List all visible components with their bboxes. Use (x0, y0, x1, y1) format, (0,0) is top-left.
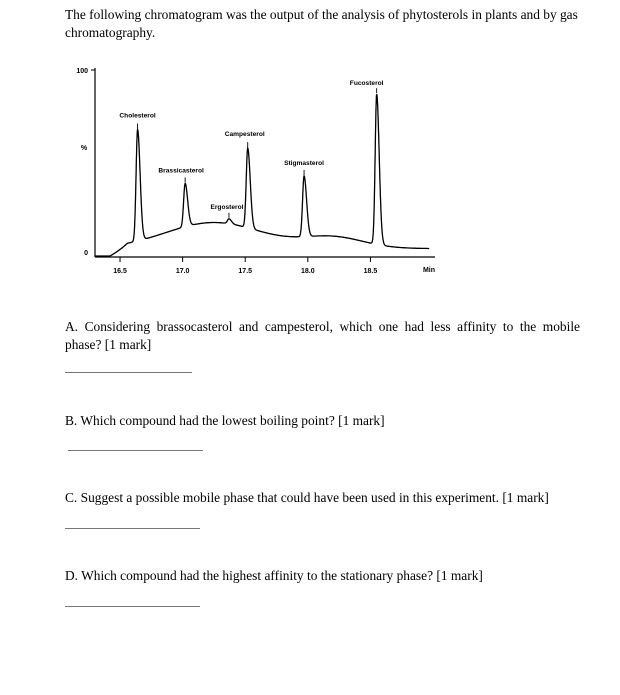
peak-label: Stigmasterol (284, 160, 325, 168)
answer-line-b[interactable] (68, 450, 203, 451)
peak-label: Brassicasterol (158, 167, 204, 175)
answer-line-c[interactable] (65, 528, 200, 529)
x-ticks (113, 257, 435, 275)
peak-label: Fucosterol (349, 80, 384, 88)
y-axis-label: % (80, 144, 88, 152)
y-ticks (76, 68, 95, 257)
y-tick-label: 0 (84, 250, 88, 257)
x-tick-label: 16.5 (113, 268, 127, 275)
y-tick-label: 100 (76, 68, 88, 75)
peak-label: Cholesterol (119, 112, 156, 120)
question-c: C. Suggest a possible mobile phase that could have been used in this experiment. [1 mark] (65, 490, 549, 505)
x-axis-label: Min (422, 267, 436, 274)
question-a: A. Considering brassocasterol and campesterol, which one had less affinity to the mobile phase? [1 mark] (65, 319, 580, 352)
x-tick-label: 17.5 (238, 268, 253, 275)
answer-line-a[interactable] (65, 372, 192, 373)
x-tick-label: 18.5 (363, 268, 378, 275)
x-tick-label: 18.0 (301, 268, 315, 275)
chromatogram (55, 58, 445, 283)
x-tick-label: 17.0 (175, 268, 190, 275)
question-b: B. Which compound had the lowest boiling point? [1 mark] (65, 413, 385, 428)
peak-label: Campesterol (224, 131, 265, 139)
question-d: D. Which compound had the highest affinity to the stationary phase? [1 mark] (65, 568, 483, 583)
intro-text: The following chromatogram was the output of the analysis of phytosterols in plants and by gas chromatography. (65, 7, 578, 40)
chart-axes (95, 68, 435, 257)
peak-label: Ergosterol (210, 203, 244, 211)
answer-line-d[interactable] (65, 606, 200, 607)
